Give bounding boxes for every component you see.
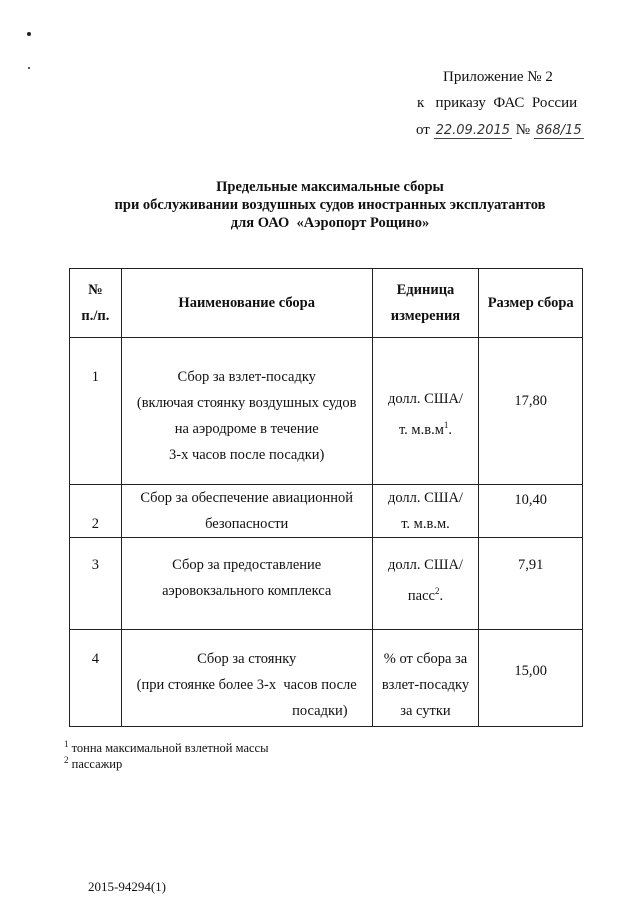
footnote <box>64 752 122 772</box>
fees-table <box>69 268 583 727</box>
appendix-label: Приложение № 2 <box>443 69 553 85</box>
footnote-text: пассажир <box>68 757 123 772</box>
footnote-text: тонна максимальной взлетной массы <box>68 741 269 756</box>
title-line: при обслуживании воздушных судов иностранных эксплуатантов <box>114 197 546 213</box>
row-unit: % от сбора за взлет-посадку за сутки <box>372 630 479 727</box>
header-unit: Единица измерения <box>372 269 479 338</box>
row-num: 3 <box>70 538 122 630</box>
row-size: 7,91 <box>479 538 583 630</box>
title-line: Предельные максимальные сборы <box>216 179 444 195</box>
row-size: 10,40 <box>479 485 583 538</box>
row-fee-name: Сбор за предоставление аэровокзального комплекса <box>121 538 372 630</box>
row-unit: долл. США/ пасс$^2$. <box>372 538 479 630</box>
page-title <box>60 178 600 232</box>
header-size: Размер сбора <box>479 269 583 338</box>
header-num: № п./п. <box>70 269 122 338</box>
scan-speck <box>28 67 30 69</box>
row-fee-name: Сбор за взлет-посадку (включая стоянку воздушных судов на аэродроме в течение 3-х часов после посадки) <box>121 338 372 485</box>
order-reference: к приказу ФАС России <box>417 95 578 111</box>
table-header-row <box>70 269 583 338</box>
row-size: 17,80 <box>479 338 583 485</box>
row-fee-name: Сбор за обеспечение авиационной безопасности <box>121 485 372 538</box>
row-num: 4 <box>70 630 122 727</box>
row-unit: долл. США/ т. м.в.м. <box>372 485 479 538</box>
table-row <box>70 485 583 538</box>
row-num: 1 <box>70 338 122 485</box>
number-prefix: № <box>515 122 531 138</box>
title-line: для ОАО «Аэропорт Рощино» <box>230 215 430 231</box>
scan-speck <box>27 32 31 36</box>
date-prefix: от <box>416 122 430 138</box>
handwritten-date: 22.09.2015 <box>435 123 511 138</box>
header-name: Наименование сбора <box>121 269 372 338</box>
table-row <box>70 338 583 485</box>
footnote-mark: 1 <box>64 739 69 749</box>
row-fee-name: Сбор за стоянку (при стоянке более 3-х часов после посадки) <box>121 630 372 727</box>
row-unit: долл. США/ т. $м.в.м^1$. <box>372 338 479 485</box>
table-row <box>70 630 583 727</box>
row-size: 15,00 <box>479 630 583 727</box>
table-row <box>70 538 583 630</box>
document-number: 2015-94294(1) <box>88 879 166 894</box>
footnote-mark: 2 <box>64 755 69 765</box>
order-date-line <box>416 117 584 144</box>
handwritten-number: 868/15 <box>535 123 582 138</box>
row-num: 2 <box>70 485 122 538</box>
